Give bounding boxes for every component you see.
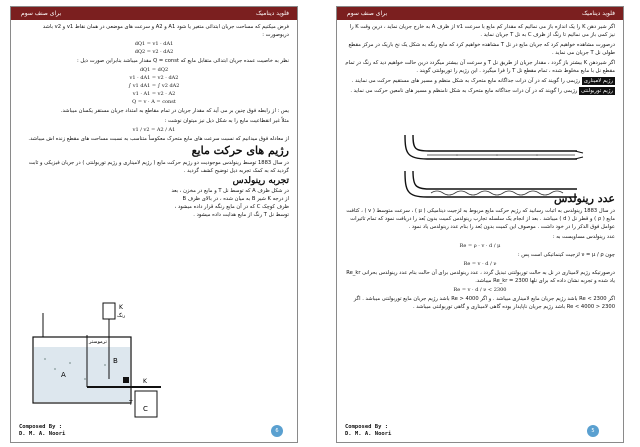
- header-subject: فلوید دینامیک: [581, 10, 615, 17]
- header-grade: برای صنف سوم: [347, 10, 388, 17]
- paragraph: چون ν = μ / ρ لزجیت کینماتیکی است پس :: [517, 252, 615, 258]
- paragraph: یس : از رابطه فوق چنین بر می آید که مقدار جریان در تمام مقاطع به امتداد جریان مستقر یکسان میباشد.: [60, 108, 289, 114]
- page-header: [11, 7, 297, 20]
- label-t: T: [129, 400, 133, 407]
- label-b: B: [113, 357, 118, 365]
- page-header: [337, 7, 623, 20]
- footer-line-1: Composed By :: [345, 424, 389, 430]
- equation: v1 / v2 = A2 / A1: [132, 127, 176, 133]
- section-title: رژیم های حرکت مایع: [191, 144, 289, 157]
- equation: Q = v · A = const: [132, 99, 176, 105]
- paragraph: درصورت مشاهده خواهیم کرد که جریان مایع در نل T مشاهده خواهیم کرد که مایع رنگه به شکل یک نخ باریک در مرکز مقطع طولی نل T جریان می نماید .: [348, 42, 615, 56]
- header-grade: برای صنف سوم: [21, 10, 62, 17]
- equation: Re = v · d / ν < 2300: [453, 287, 507, 293]
- term-laminar: رژیم لامیناری: [583, 78, 613, 84]
- footer: [19, 424, 65, 438]
- paragraph: نظر به خاصیت عمده جریان ابتدائی متقابل مایع که Q = const مقدار میباشد بنابراین صورت ذیل :: [77, 58, 289, 64]
- label-a: A: [61, 371, 66, 379]
- paragraph: در شکل ظرف A که توسط نل T و مایع در مخزن ، بعد از درجه K شیر B به میان شده ، در بالای ظرف B ظرف کوچک C که در آن مایع رنگه قرار داده میشود ، توسط نل T رنگ از مایع هدایت داده میشود .: [171, 188, 289, 218]
- footer: [345, 424, 391, 438]
- label-dye: رنگ: [117, 313, 126, 319]
- label-tank: ترموستر: [89, 339, 107, 345]
- turbulent-tube: [405, 171, 577, 197]
- equation: ∫ v1 dA1 = ∫ v2 dA2: [128, 83, 180, 89]
- left-body: [19, 23, 289, 221]
- right-page: [336, 6, 624, 443]
- label-c: C: [143, 405, 148, 413]
- paragraph: فرض میکنیم که مساحت جریان ابتدائی متغیر یا شود A1 و A2 و سرعت های موضعی در همان نقاط v1 و v2 باشد دریوصورت :: [42, 24, 289, 38]
- equation: v1 · A1 = v2 · A2: [132, 91, 176, 97]
- equation: dQ1 = v1 · dA1: [134, 41, 174, 47]
- label-k2: K: [143, 378, 147, 385]
- equation: dQ2 = v2 · dA2: [134, 49, 174, 55]
- paragraph: اگر شیردهن K بیشتر باز گردد ، مقدار جریان از طریق نل T و سرعت آن بیشتر میگردد درین حالت خواهیم دید که رنگ در تمام مقطع نل با مایع مخلوط شده ، تمام مقطع نل T را فرا میگیرد . این رژیم را توربولنتی گویند .: [345, 60, 615, 74]
- paragraph: مثلاً غیر انقطاعیت مایع را به شکل ذیل نیز میتوان نوشت :: [164, 118, 289, 124]
- paragraph: درصورتیکه رژیم لامیناری در نل به حالت توربولنتی تبدیل گردد ، عدد رینولدس برای آن حالت بنام عدد رینولدس بحرانی Re_kr یاد شده و تجربه نشان داده که برای نلها Re_kr = 2300 میباشد.: [346, 270, 615, 284]
- flow-regime-tubes-diagram: [397, 135, 607, 215]
- page-number-badge: 5: [587, 425, 599, 437]
- equation: dQ1 = dQ2: [139, 67, 169, 73]
- equation: Re = v · d / ν: [463, 261, 497, 267]
- laminar-tube: [405, 135, 583, 159]
- definition-text: رژیمی را گویند که در آن ذرات جداگانه مایع متحرک به شکل نامنظم و مسیر های نامعین حرکت می نماید .: [350, 88, 578, 94]
- paragraph: در سال 1883 رینولدس به اثبات رسانید که رژیم حرکت مایع مربوط به لزجیت دینامیکی ( μ ) ، سرعت متوسط ( v ) ، کثافت مایع ( ρ ) و قطر نل ( d ) میباشد . بعد از انجام یک سلسله تجارب رینولدس کمیت بدون بُعد را دریافت نمود که تمام تاثیرات عوامل فوق الذکر را در خود داشت . موصوف این کمیت بدون بُعد را بنام عدد رینولدس یاد نمود .: [346, 208, 615, 230]
- equation: v1 · dA1 = v2 · dA2: [129, 75, 179, 81]
- paragraph: عدد رینولدس مساویست به :: [552, 234, 615, 240]
- definition: [345, 87, 615, 95]
- label-k: K: [119, 304, 123, 311]
- footer-line-2: D. M. A. Noori: [19, 431, 66, 437]
- footer-line-1: Composed By :: [19, 424, 63, 430]
- paragraph: از معادله فوق میدانیم که نسبت سرعت های مایع متحرک معکوساً متناسب به نسبت مساحت های مقطع زنده اش میباشد.: [28, 136, 289, 142]
- paragraph: در سال 1883 توسط رینولدس موجودیت دو رژیم حرکت مایع ( رژیم لامیناری و رژیم توربولنتی ) در جریان فیزیکی و ثابت گردید که به کمک تجربه ذیل توضیح کشف گردید .: [28, 160, 289, 174]
- equation: Re = ρ · v · d / μ: [459, 243, 501, 249]
- page-number-badge: 6: [271, 425, 283, 437]
- subsection-title: تجربه رینولدس: [232, 176, 289, 186]
- definition: [345, 77, 615, 85]
- paragraph: اگر Re < 2300 باشد رژیم جریان مایع لامیناری میباشد . و اگر Re > 4000 باشد رژیم جریان مایع توربولنتی میباشد . اگر 2300 < Re < 4000 باشد رژیم جریان ناپایدار بوده گاهی لامیناری و گاهی توربولنتی میباشد .: [353, 296, 615, 310]
- definition-text: رژیمی را گویند که در آن ذرات جداگانه مایع متحرک به شکل منظم و مسیر های مستقیم حرکت می نمایند .: [351, 78, 581, 84]
- reynolds-apparatus-diagram: [25, 299, 165, 419]
- paragraph: اگر شیر دهن K را یک اندازه باز می نمائیم که مقدار کم مایع با سرعت v1 از ظرف A به خارج جریان نماید ، درین وقت K را نیز کمی باز می نمائیم تا رنگ از ظرف C به نل T جریان نماید .: [349, 24, 615, 38]
- left-page: [10, 6, 298, 443]
- term-turbulent: رژیم توربولنتی: [580, 88, 613, 94]
- section-title: عدد رینولدس: [554, 192, 615, 205]
- header-subject: فلوید دینامیک: [255, 10, 289, 17]
- footer-line-2: D. M. A. Noori: [345, 431, 392, 437]
